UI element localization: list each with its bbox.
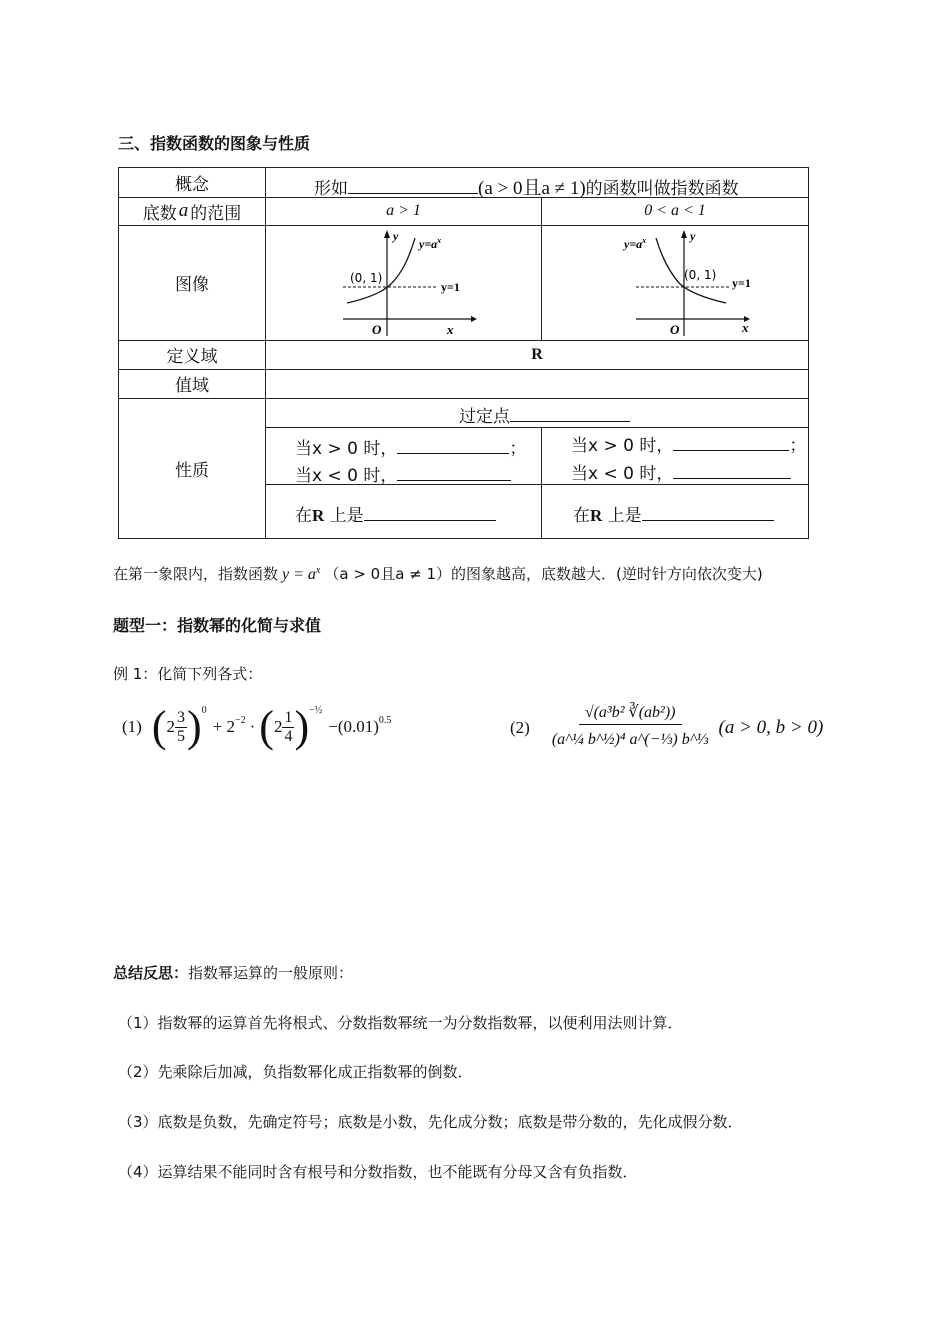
graph2-origin-label: O: [670, 322, 680, 337]
q2-fraction: $\frac{\text{√(a³b² ∛(ab²))}}{\text{(a\textasciicircum{}¼ b\textasciicircum{}½)⁴ a\textasciicircum{}(−⅓) b\textasciicircum{}⅓}}$: [546, 700, 715, 755]
graph1-func-label: $y=a^x$: [419, 236, 442, 251]
case2-when-negative: 当x < 0 时，: [571, 459, 791, 484]
fixed-point: 过定点: [459, 402, 630, 427]
case2-monotonic: 在R 上是: [573, 501, 774, 526]
question-1: (1) ( 2 $\frac{3}{5}$ ) $^0$ + 2 $^{-2}$ · ( 2 $\frac{1}{4}$ ) $^{-\frac{1}{2}}$ −(0.01) $^{0.5}$: [122, 702, 392, 751]
example-label: 例 1：化简下列各式：: [113, 665, 263, 683]
case2-when-positive: 当x > 0 时， ；: [571, 431, 806, 456]
graph2-hline-label: y=1: [732, 276, 751, 290]
row-label-domain: 定义域: [166, 347, 218, 367]
domain-value: R: [531, 345, 543, 363]
case1-when-positive: 当x > 0 时， ；: [295, 434, 526, 459]
summary-item-4: （4）运算结果不能同时含有根号和分数指数，也不能既有分母又含有负指数．: [118, 1163, 638, 1181]
graph1-y-axis-label: y: [393, 229, 399, 243]
graph2-y-axis-label: y: [690, 229, 696, 243]
graph2-x-axis-label: x: [742, 320, 749, 335]
concept-definition: 形如 (a > 0且a ≠ 1)的函数叫做指数函数: [314, 178, 739, 199]
q1-fraction-3-5: $\frac{3}{5}$: [176, 708, 185, 745]
summary-title: 总结反思：指数幂运算的一般原则：: [113, 964, 354, 982]
graph1-x-axis-label: x: [447, 322, 454, 337]
row-label-properties: 性质: [175, 460, 209, 481]
row-label-graph: 图像: [175, 275, 209, 295]
row-label-concept: 概念: [175, 175, 209, 195]
case-a-between-0-1: 0 < a < 1: [644, 202, 706, 219]
section-title: 三、指数函数的图象与性质: [118, 134, 311, 153]
exponential-function-table: [118, 167, 809, 539]
question-2: (2) $\frac{\text{√(a³b² ∛(ab²))}}{\text{(a\textasciicircum{}¼ b\textasciicircum{}½)⁴ a\textasciicircum{}(−⅓) b\textasciicircum{}⅓}}$ (a > 0, b > 0): [510, 700, 823, 755]
row-label-range: 值域: [175, 376, 209, 396]
graph2-point-label: (0, 1): [684, 268, 717, 282]
q1-label: (1): [122, 717, 142, 736]
graph1-point-label: (0, 1): [350, 271, 383, 285]
type1-title: 题型一：指数幂的化简与求值: [113, 616, 322, 635]
graph-a-greater-1: [339, 226, 479, 338]
summary-item-3: （3）底数是负数，先确定符号；底数是小数，先化成分数；底数是带分数的，先化成假分数．: [118, 1113, 743, 1131]
q1-fraction-1-4: $\frac{1}{4}$: [284, 708, 293, 745]
row-label-base-range: 底数 a 的范围: [142, 200, 242, 224]
summary-item-1: （1）指数幂的运算首先将根式、分数指数幂统一为分数指数幂，以便利用法则计算．: [118, 1014, 683, 1032]
quadrant-note: 在第一象限内，指数函数 $y = a^x$ （a > 0且a ≠ 1）的图象越高，底数越大．(逆时针方向依次变大): [113, 565, 763, 583]
q2-label: (2): [510, 717, 530, 737]
graph1-origin-label: O: [372, 322, 382, 337]
case1-when-negative: 当x < 0 时，: [295, 461, 511, 486]
graph1-hline-label: y=1: [441, 280, 460, 294]
graph2-func-label: $y=a^x$: [624, 236, 647, 251]
case1-monotonic: 在R 上是: [295, 501, 496, 526]
summary-item-2: （2）先乘除后加减，负指数幂化成正指数幂的倒数．: [118, 1063, 473, 1081]
graph-a-between-0-1: [622, 226, 762, 338]
case-a-greater-1: a > 1: [386, 202, 421, 219]
